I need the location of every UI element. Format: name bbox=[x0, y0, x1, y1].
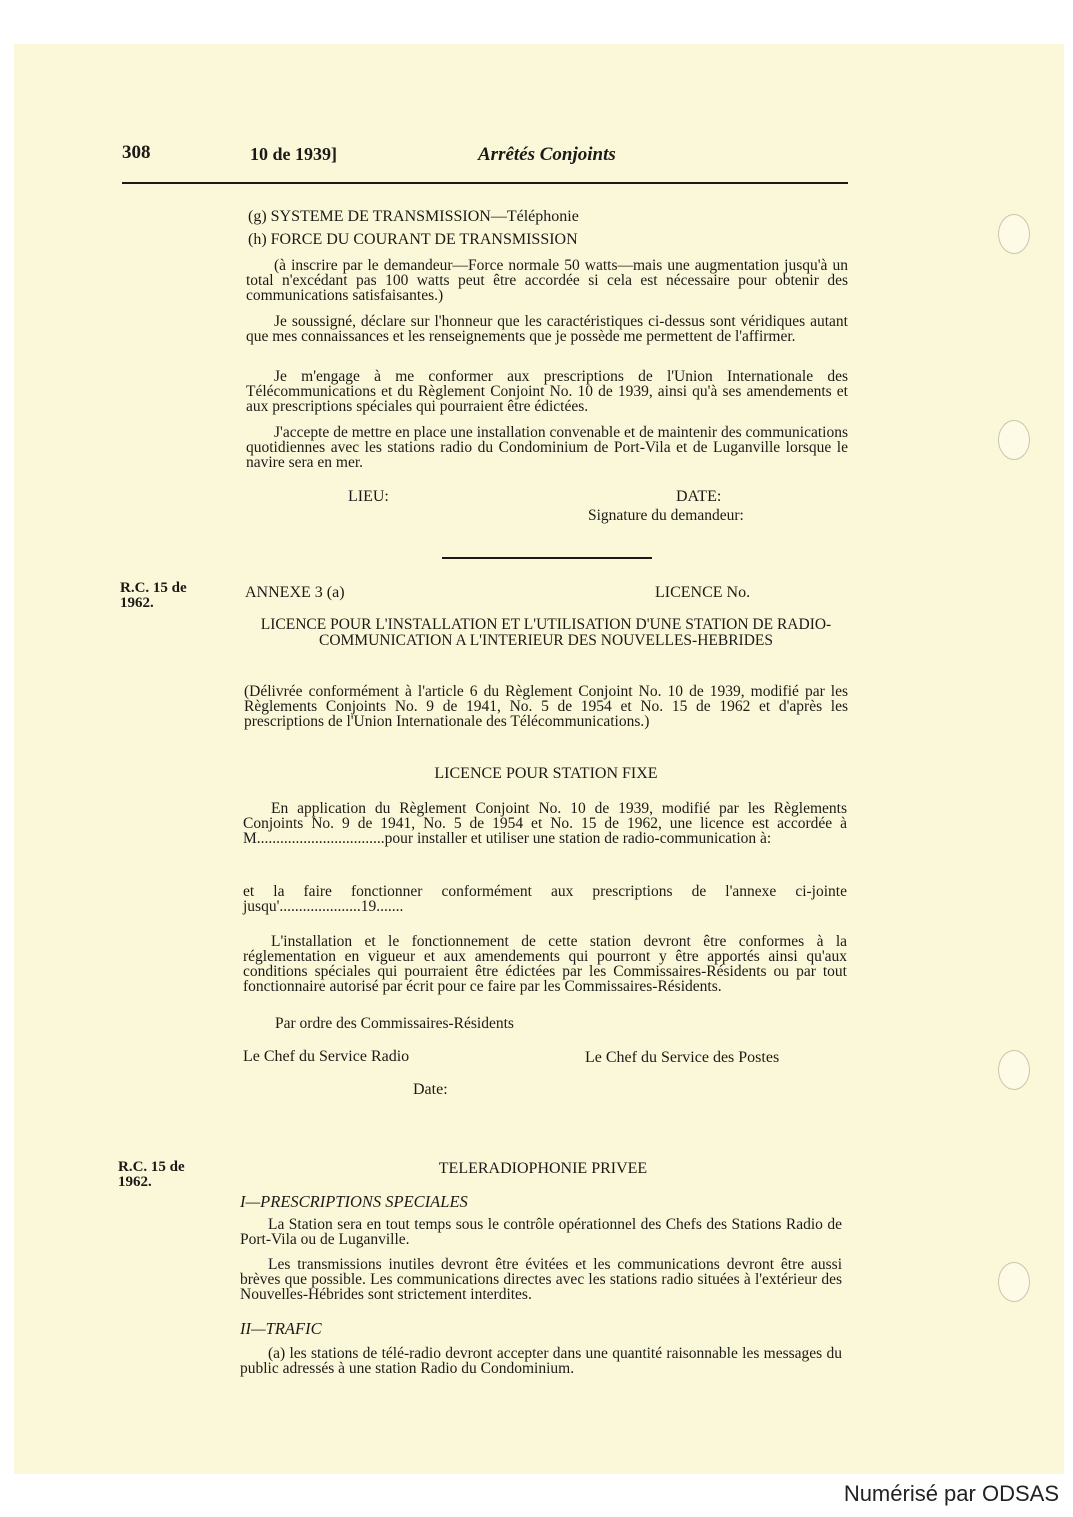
margin-note-line: 1962. bbox=[120, 595, 154, 611]
control-paragraph: La Station sera en tout temps sous le contrôle opérationnel des Chefs des Stations Radio de Port-Vila ou de Luganville. bbox=[240, 1216, 842, 1248]
annexe-label: ANNEXE 3 (a) bbox=[245, 584, 345, 601]
punch-hole bbox=[998, 1050, 1030, 1090]
margin-note-line: R.C. 15 de bbox=[120, 580, 187, 596]
section-title-special: I—PRESCRIPTIONS SPECIALES bbox=[240, 1192, 468, 1211]
punch-hole bbox=[998, 1262, 1030, 1302]
margin-note-line: R.C. 15 de bbox=[118, 1159, 185, 1175]
margin-note bbox=[120, 581, 187, 611]
installation-paragraph: L'installation et le fonctionnement de cette station devront être conformes à la réglementation en vigueur et aux amendements qui pourront y être apportés ainsi qu'aux conditions spéciales qui pourraient être édictées par les Commissaires-Résidents ou par tout fonctionnaire autorisé par écrit pour ce faire par les Commissaires-Résidents. bbox=[243, 933, 847, 995]
traffic-paragraph: (a) les stations de télé-radio devront accepter dans une quantité raisonnable les messages du public adressés à une station Radio du Condominium. bbox=[240, 1345, 842, 1377]
page-number: 308 bbox=[122, 142, 151, 163]
section-divider bbox=[442, 557, 652, 559]
declaration-paragraph: Je soussigné, déclare sur l'honneur que les caractéristiques ci-dessus sont véridiques autant que mes connaissances et les renseignements que je possède me permettent de l'affirmer. bbox=[246, 313, 848, 345]
lieu-label: LIEU: bbox=[348, 488, 389, 505]
acceptance-paragraph: J'accepte de mettre en place une installation convenable et de maintenir des communications quotidiennes avec les stations radio du Condominium de Port-Vila et de Luganville lorsque le navire sera en mer. bbox=[246, 424, 848, 471]
margin-note-line: 1962. bbox=[118, 1174, 152, 1190]
item-h: (h) FORCE DU COURANT DE TRANSMISSION bbox=[248, 231, 578, 248]
header-reference: 10 de 1939] bbox=[250, 144, 337, 164]
licence-number-label: LICENCE No. bbox=[655, 584, 751, 601]
delivery-paragraph: (Délivrée conformément à l'article 6 du Règlement Conjoint No. 10 de 1939, modifié par les Règlements Conjoints No. 9 de 1941, No. 5 de 1954 et No. 15 de 1962 et d'après les prescriptions de l'Union Internationale des Télécommunications.) bbox=[244, 683, 848, 730]
item-g: (g) SYSTEME DE TRANSMISSION—Téléphonie bbox=[248, 208, 579, 225]
annexe-date-label: Date: bbox=[413, 1081, 448, 1098]
transmissions-paragraph: Les transmissions inutiles devront être évitées et les communications devront être aussi brèves que possible. Les communications directes avec les stations radio situées à l'extérieur des Nouvelles-Hébrides sont strictement interdites. bbox=[240, 1256, 842, 1303]
engagement-paragraph: Je m'engage à me conformer aux prescriptions de l'Union Internationale des Télécommunications et du Règlement Conjoint No. 10 de 1939, ainsi qu'à ses amendements et aux prescriptions spéciales qui pourraient être édictées. bbox=[246, 368, 848, 415]
margin-note bbox=[118, 1160, 185, 1190]
date-label: DATE: bbox=[676, 488, 722, 505]
header-rule bbox=[122, 182, 848, 184]
chef-radio-label: Le Chef du Service Radio bbox=[243, 1048, 410, 1065]
punch-hole bbox=[998, 214, 1030, 254]
power-paragraph: (à inscrire par le demandeur—Force normale 50 watts—mais une augmentation jusqu'à un total n'excédant pas 100 watts peut être accordée si cela est nécessaire pour obtenir des communications satisfaisantes.) bbox=[246, 257, 848, 304]
fixed-station-heading: LICENCE POUR STATION FIXE bbox=[434, 765, 658, 782]
digitization-watermark: Numérisé par ODSAS bbox=[843, 1481, 1059, 1506]
annexe-heading: LICENCE POUR L'INSTALLATION ET L'UTILISATION D'UNE STATION DE RADIO-COMMUNICATION A L'INTERIEUR DES NOUVELLES-HEBRIDES bbox=[260, 616, 832, 649]
order-line: Par ordre des Commissaires-Résidents bbox=[275, 1015, 514, 1032]
application-paragraph: En application du Règlement Conjoint No. 10 de 1939, modifié par les Règlements Conjoints No. 9 de 1941, No. 5 de 1954 et No. 15 de 1962, une licence est accordée à M.................................pour installer et utiliser une station de radio-communication à: bbox=[243, 800, 847, 847]
signature-label: Signature du demandeur: bbox=[588, 507, 744, 524]
section-title-traffic: II—TRAFIC bbox=[240, 1319, 322, 1338]
punch-hole bbox=[998, 420, 1030, 460]
header-title: Arrêtés Conjoints bbox=[478, 144, 616, 165]
teleradio-heading: TELERADIOPHONIE PRIVEE bbox=[438, 1160, 648, 1177]
operation-paragraph: et la faire fonctionner conformément aux prescriptions de l'annexe ci-jointe jusqu'.....................19....... bbox=[243, 883, 847, 915]
chef-postes-label: Le Chef du Service des Postes bbox=[585, 1049, 780, 1066]
